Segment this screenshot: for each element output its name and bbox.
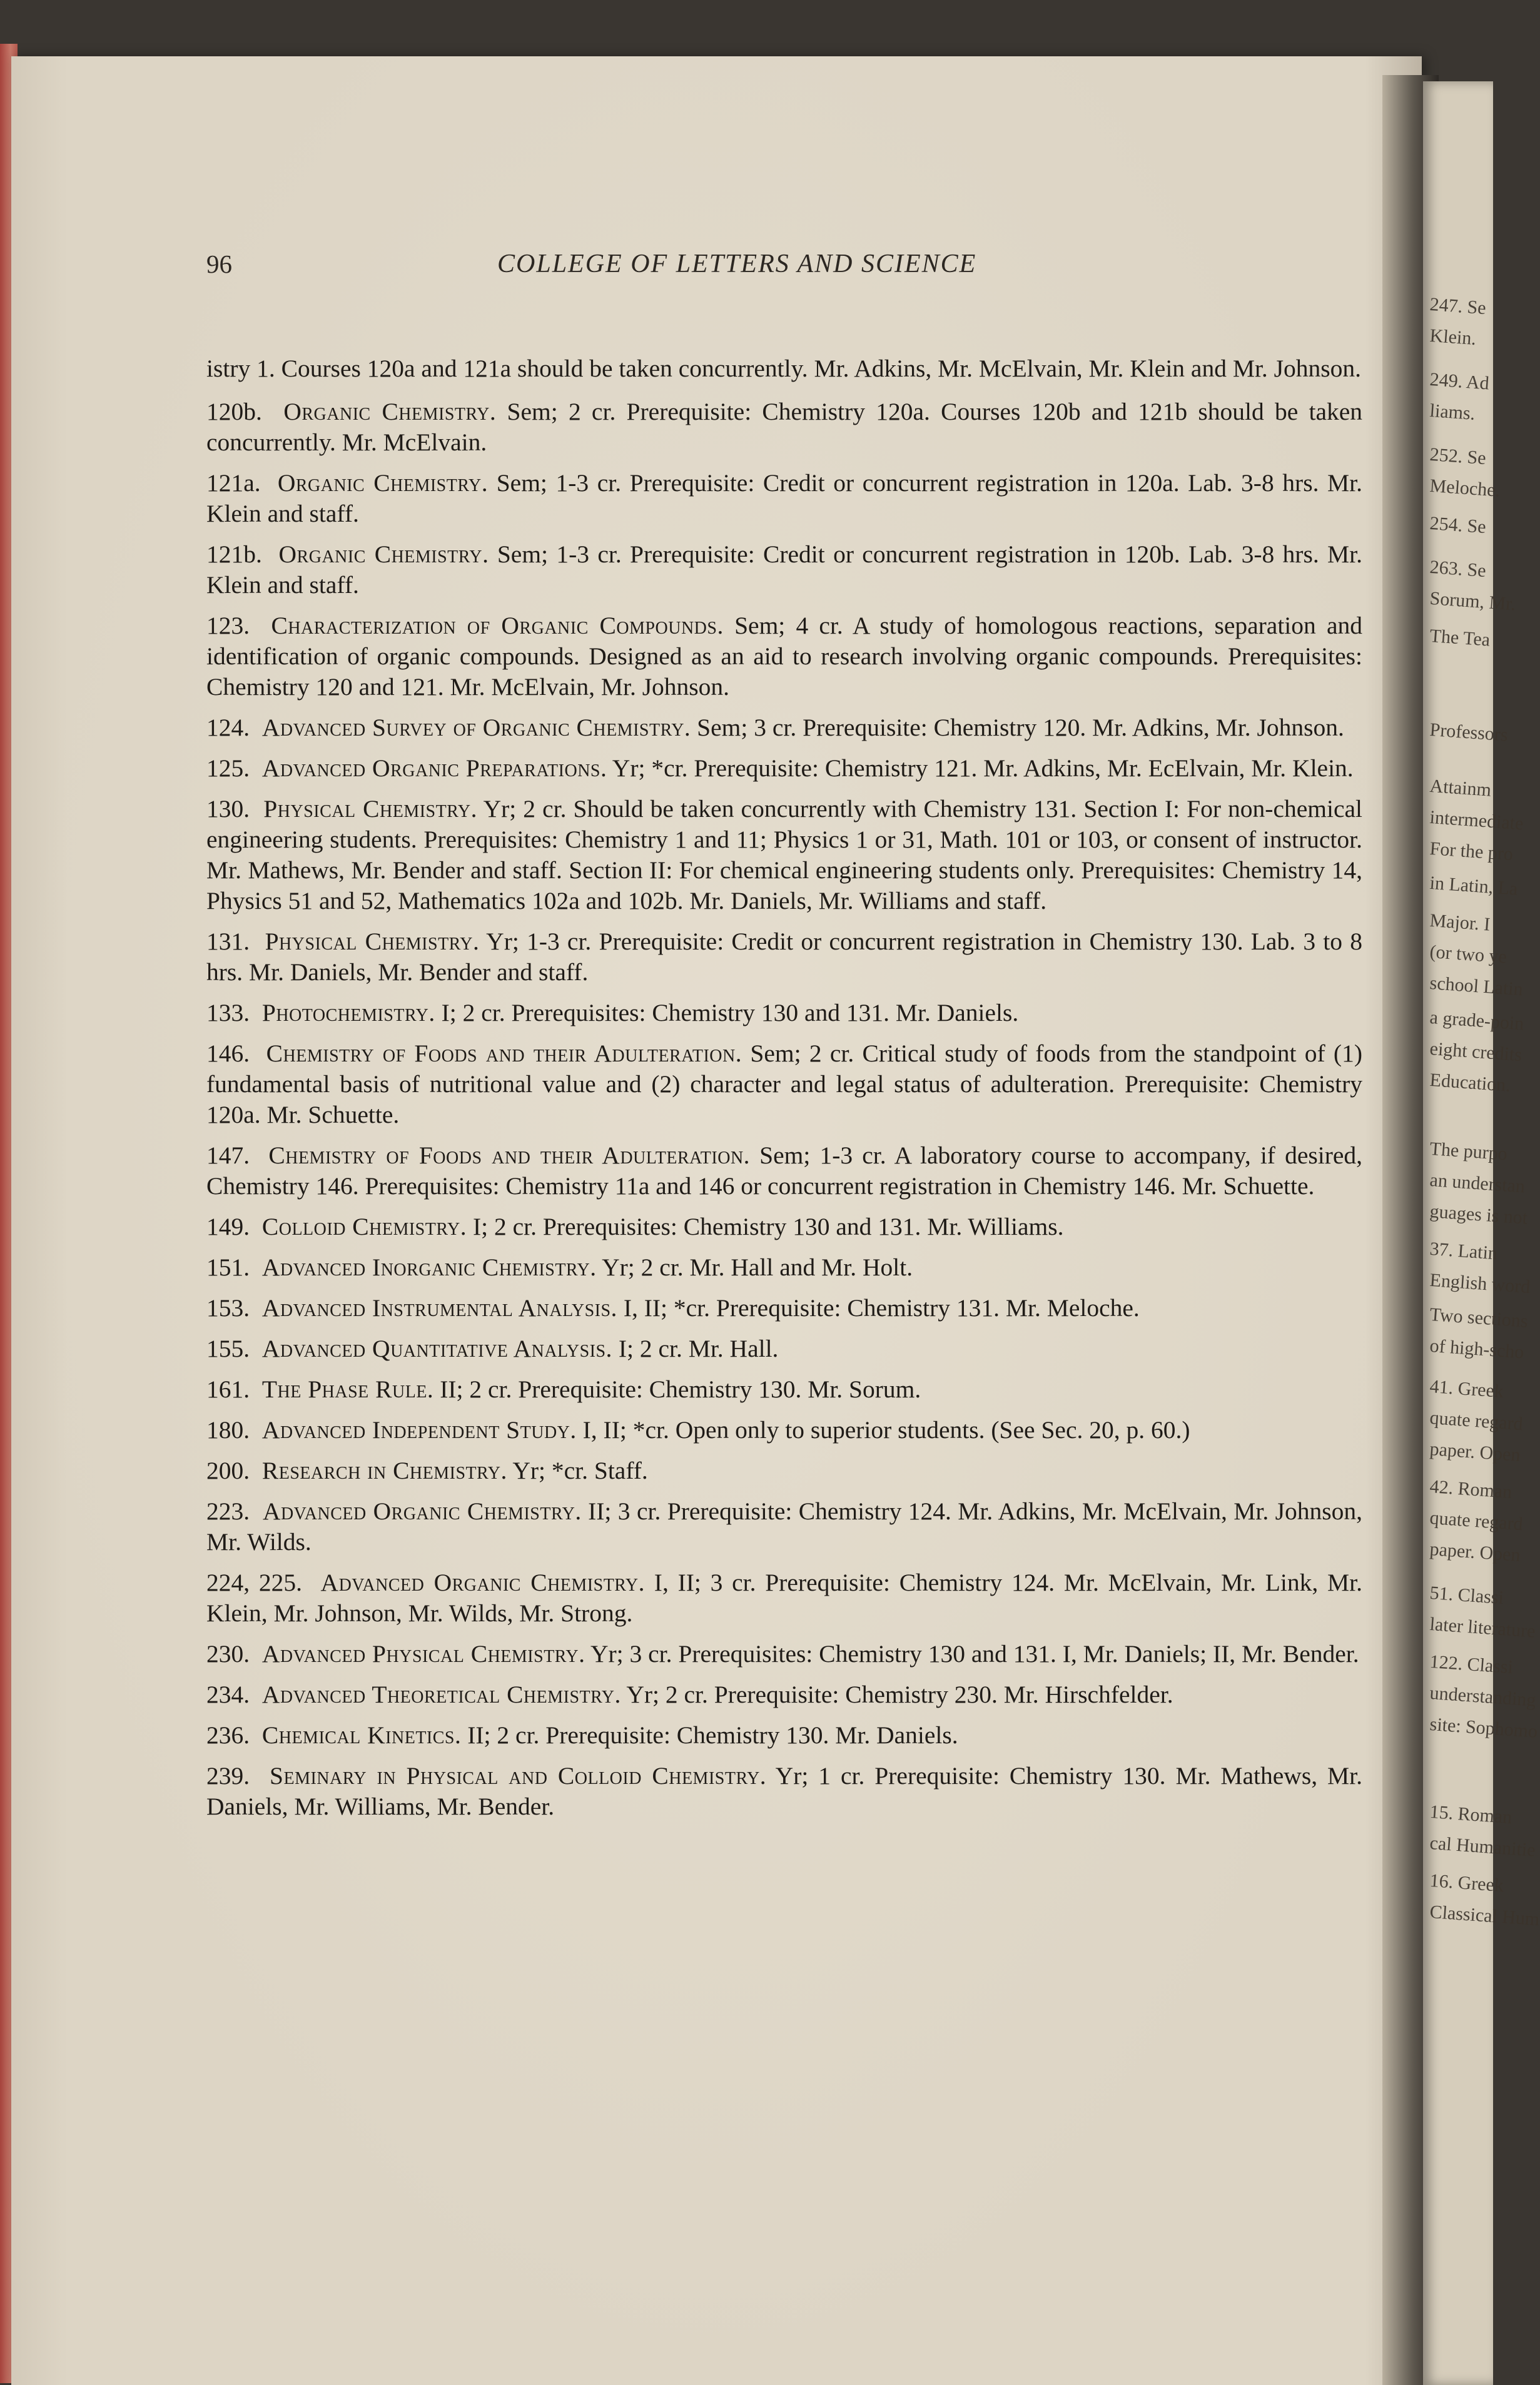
course-entry xyxy=(206,1212,1362,1242)
course-entry xyxy=(206,1679,1362,1710)
course-title: Advanced Survey of Organic Chemistry. xyxy=(261,714,691,741)
course-title: Advanced Organic Preparations. xyxy=(261,754,607,782)
course-description: Sem; 3 cr. Prerequisite: Chemistry 120. Mr. Adkins, Mr. Johnson. xyxy=(697,714,1344,741)
course-title: Research in Chemistry. xyxy=(261,1457,507,1484)
course-number: 180. xyxy=(206,1416,250,1444)
next-page-text-fragment: in Latin, La xyxy=(1429,873,1519,899)
course-number: 120b. xyxy=(206,398,262,425)
course-description: Sem; 1-3 cr. Prerequisite: Credit or concurrent registration in 120b. Lab. 3-8 hrs. Mr. Klein and staff. xyxy=(206,540,1362,599)
next-page-text-fragment: understanding xyxy=(1429,1683,1537,1711)
next-page-text-fragment: Classical Hum xyxy=(1429,1901,1540,1930)
next-page-text-fragment: Meloche. xyxy=(1429,475,1501,501)
next-page-text-fragment: paper. Open xyxy=(1429,1439,1521,1466)
course-description: Yr; *cr. Prerequisite: Chemistry 121. Mr. Adkins, Mr. EcElvain, Mr. Klein. xyxy=(612,754,1354,782)
course-number: 149. xyxy=(206,1213,250,1240)
course-title: Organic Chemistry. xyxy=(277,469,489,497)
course-description: Yr; 1-3 cr. Prerequisite: Credit or concurrent registration in Chemistry 130. Lab. 3 to 8 hrs. Mr. Daniels, Mr. Bender and staff. xyxy=(206,928,1362,986)
course-number: 125. xyxy=(206,754,250,782)
next-page-text-fragment: The Tea xyxy=(1429,625,1491,651)
next-page-text-fragment: eight credits xyxy=(1429,1038,1523,1066)
next-page-text-fragment: Education. xyxy=(1429,1070,1511,1096)
next-page-text-fragment: quate regard xyxy=(1429,1407,1524,1435)
next-page-text-fragment: liams. xyxy=(1429,400,1476,424)
course-description: I; 2 cr. Mr. Hall. xyxy=(618,1335,779,1362)
course-number: 155. xyxy=(206,1335,250,1362)
course-entry xyxy=(206,794,1362,916)
course-description: II; 2 cr. Prerequisite: Chemistry 130. Mr. Sorum. xyxy=(440,1375,921,1403)
course-description: Yr; *cr. Staff. xyxy=(512,1457,648,1484)
course-entry xyxy=(206,1761,1362,1822)
course-description: I, II; *cr. Prerequisite: Chemistry 131. Mr. Meloche. xyxy=(623,1294,1140,1322)
next-page-text-fragment: later literature xyxy=(1429,1614,1536,1642)
course-description: I; 2 cr. Prerequisites: Chemistry 130 and 131. Mr. Daniels. xyxy=(441,999,1019,1026)
course-description: Sem; 1-3 cr. A laboratory course to accompany, if desired, Chemistry 146. Prerequisites: Chemistry 11a and 146 or concurrent registration in Chemistry 146. Mr. Schuette. xyxy=(206,1142,1363,1200)
next-page-text-fragment: of high-scho xyxy=(1429,1335,1525,1363)
next-page-text-fragment: 37. Latin xyxy=(1429,1238,1499,1264)
course-title: Colloid Chemistry. xyxy=(261,1213,467,1240)
course-entry xyxy=(206,468,1362,529)
course-number: 121b. xyxy=(206,540,262,568)
course-entry xyxy=(206,1334,1362,1364)
course-description: I; 2 cr. Prerequisites: Chemistry 130 and 131. Mr. Williams. xyxy=(472,1213,1064,1240)
course-title: Chemistry of Foods and their Adulteration. xyxy=(266,1040,742,1067)
next-page-text-fragment: 42. Roman xyxy=(1429,1476,1513,1503)
course-number: 121a. xyxy=(206,469,261,497)
course-entry xyxy=(206,712,1362,743)
course-number: 234. xyxy=(206,1681,250,1708)
course-entry xyxy=(206,1456,1362,1486)
course-description: Sem; 4 cr. A study of homologous reactions, separation and identification of organic compounds. Designed as an aid to research involving organic compounds. Prerequisites: Chemistry 120 and 121. Mr. McElvain, Mr. Johnson. xyxy=(206,612,1363,701)
course-entry xyxy=(206,1567,1362,1629)
course-title: Organic Chemistry. xyxy=(283,398,497,425)
course-description: istry 1. Courses 120a and 121a should be taken concurrently. Mr. Adkins, Mr. McElvain, Mr. Klein and Mr. Johnson. xyxy=(206,355,1362,382)
next-page-text-fragment: 122. Classi xyxy=(1429,1651,1514,1678)
next-page-text-fragment: Professors xyxy=(1429,719,1509,746)
course-number: 146. xyxy=(206,1040,250,1067)
next-page-text-fragment: Two sections xyxy=(1429,1304,1529,1332)
course-number: 130. xyxy=(206,795,250,823)
course-title: Photochemistry. xyxy=(261,999,435,1026)
next-page-text-fragment: 247. Se xyxy=(1429,294,1487,319)
course-description: II; 3 cr. Prerequisite: Chemistry 124. Mr. Adkins, Mr. McElvain, Mr. Johnson, Mr. Wilds. xyxy=(206,1497,1363,1556)
course-entry xyxy=(206,926,1362,988)
course-entry xyxy=(206,753,1362,784)
next-page-edge xyxy=(1423,81,1540,2385)
next-page-text-fragment: 16. Greek xyxy=(1429,1870,1505,1896)
course-entry xyxy=(206,1252,1362,1283)
next-page-text-fragment: 249. Ad xyxy=(1429,369,1490,394)
course-description: Sem; 2 cr. Prerequisite: Chemistry 120a. Courses 120b and 121b should be taken concurrently. Mr. McElvain. xyxy=(206,398,1363,456)
course-entry xyxy=(206,1496,1362,1557)
course-description: II; 2 cr. Prerequisite: Chemistry 130. Mr. Daniels. xyxy=(467,1721,958,1749)
course-number: 151. xyxy=(206,1253,250,1281)
next-page-text-fragment: Sorum, Mr. xyxy=(1429,588,1517,615)
running-head: COLLEGE OF LETTERS AND SCIENCE xyxy=(497,250,977,278)
next-page-text-fragment: a grade-poin xyxy=(1429,1007,1525,1035)
course-entry xyxy=(206,610,1362,702)
course-description: I, II; *cr. Open only to superior students. (See Sec. 20, p. 60.) xyxy=(582,1416,1190,1444)
course-title: Advanced Instrumental Analysis. xyxy=(261,1294,617,1322)
next-page-text-fragment: guages is not xyxy=(1429,1201,1529,1228)
next-page-text-fragment: The purpo xyxy=(1429,1138,1508,1165)
course-title: Organic Chemistry. xyxy=(278,540,489,568)
course-title: Advanced Inorganic Chemistry. xyxy=(261,1253,597,1281)
next-page-text-fragment: cal Humanitie xyxy=(1429,1833,1536,1861)
next-page-text-fragment: intermediate xyxy=(1429,807,1524,834)
course-number: 236. xyxy=(206,1721,250,1749)
course-title: Advanced Physical Chemistry. xyxy=(261,1640,585,1668)
course-entry xyxy=(206,539,1362,600)
course-number: 230. xyxy=(206,1640,250,1668)
course-title: Advanced Organic Chemistry. xyxy=(320,1569,646,1596)
course-number: 223. xyxy=(206,1497,250,1525)
course-description: Yr; 2 cr. Mr. Hall and Mr. Holt. xyxy=(602,1253,913,1281)
course-entry xyxy=(206,1038,1362,1130)
course-number: 161. xyxy=(206,1375,250,1403)
next-page-text-fragment: paper. Open xyxy=(1429,1539,1521,1566)
next-page-text-fragment: Major. I xyxy=(1429,910,1491,935)
next-page-text-fragment: an understan xyxy=(1429,1170,1526,1197)
course-description: Yr; 2 cr. Prerequisite: Chemistry 230. Mr. Hirschfelder. xyxy=(626,1681,1173,1708)
course-description: I, II; 3 cr. Prerequisite: Chemistry 124. Mr. McElvain, Mr. Link, Mr. Klein, Mr. Johnson, Mr. Wilds, Mr. Strong. xyxy=(206,1569,1362,1627)
next-page-text-fragment: English word xyxy=(1429,1270,1531,1298)
course-title: Advanced Organic Chemistry. xyxy=(262,1497,582,1525)
course-entry xyxy=(206,1639,1362,1669)
course-list xyxy=(206,353,1362,1832)
course-title: The Phase Rule. xyxy=(261,1375,434,1403)
next-page-text-fragment: 41. Greek xyxy=(1429,1376,1505,1402)
course-entry xyxy=(206,1293,1362,1324)
page-number: 96 xyxy=(206,250,232,278)
page-header xyxy=(0,249,1493,286)
course-entry xyxy=(206,1720,1362,1751)
course-description: Yr; 2 cr. Should be taken concurrently with Chemistry 131. Section I: For non-chemical engineering students. Prerequisites: Chemistry 1 and 11; Physics 1 or 31, Math. 101 or 103, or consent of instructor. Mr. Mathews, Mr. Bender and staff. Section II: For chemical engineering students only. Prerequisites: Chemistry 14, Physics 51 and 52, Mathematics 102a and 102b. Mr. Daniels, Mr. Williams and staff. xyxy=(206,795,1362,914)
course-number: 200. xyxy=(206,1457,250,1484)
course-title: Seminary in Physical and Colloid Chemistry. xyxy=(270,1762,767,1790)
course-title: Advanced Independent Study. xyxy=(261,1416,577,1444)
next-page-text-fragment: 15. Roman xyxy=(1429,1801,1513,1828)
course-description: Yr; 1 cr. Prerequisite: Chemistry 130. Mr. Mathews, Mr. Daniels, Mr. Williams, Mr. Bender. xyxy=(206,1762,1362,1820)
course-number: 147. xyxy=(206,1142,250,1169)
next-page-text-fragment: 252. Se xyxy=(1429,444,1487,469)
course-entry xyxy=(206,998,1362,1028)
course-number: 133. xyxy=(206,999,250,1026)
next-page-text-fragment: For the pro xyxy=(1429,838,1514,865)
course-title: Physical Chemistry. xyxy=(263,795,477,823)
course-description: Sem; 1-3 cr. Prerequisite: Credit or concurrent registration in 120a. Lab. 3-8 hrs. Mr. Klein and staff. xyxy=(206,469,1362,527)
course-description: Yr; 3 cr. Prerequisites: Chemistry 130 and 131. I, Mr. Daniels; II, Mr. Bender. xyxy=(590,1640,1359,1668)
course-number: 131. xyxy=(206,928,250,955)
course-entry xyxy=(206,1374,1362,1405)
course-entry xyxy=(206,397,1362,458)
next-page-text-fragment: school Latin xyxy=(1429,973,1524,1000)
next-page-text-fragment: (or two ye xyxy=(1429,941,1507,968)
course-title: Physical Chemistry. xyxy=(265,928,480,955)
course-entry xyxy=(206,1415,1362,1446)
next-page-text-fragment: 263. Se xyxy=(1429,557,1487,582)
next-page-text-fragment: 51. Classi xyxy=(1429,1582,1505,1609)
course-number: 153. xyxy=(206,1294,250,1322)
course-title: Advanced Theoretical Chemistry. xyxy=(261,1681,621,1708)
course-number: 239. xyxy=(206,1762,250,1790)
next-page-text-fragment: Attainm xyxy=(1429,776,1492,801)
next-page-text-fragment: 254. Se xyxy=(1429,513,1487,538)
next-page-text-fragment: site: Sophomo xyxy=(1429,1714,1539,1742)
course-number: 124. xyxy=(206,714,250,741)
course-title: Chemical Kinetics. xyxy=(261,1721,462,1749)
course-entry xyxy=(206,353,1362,384)
course-number: 123. xyxy=(206,612,250,639)
course-description: Sem; 2 cr. Critical study of foods from the standpoint of (1) fundamental basis of nutritional value and (2) character and legal status of adulteration. Prerequisite: Chemistry 120a. Mr. Schuette. xyxy=(206,1040,1362,1128)
next-page-text-fragment: quate regard xyxy=(1429,1507,1524,1535)
course-title: Characterization of Organic Compounds. xyxy=(271,612,724,639)
course-number: 224, 225. xyxy=(206,1569,303,1596)
course-title: Chemistry of Foods and their Adulteration. xyxy=(268,1142,751,1169)
next-page-text-fragment: Klein. xyxy=(1429,325,1477,350)
course-title: Advanced Quantitative Analysis. xyxy=(261,1335,612,1362)
course-entry xyxy=(206,1140,1362,1202)
